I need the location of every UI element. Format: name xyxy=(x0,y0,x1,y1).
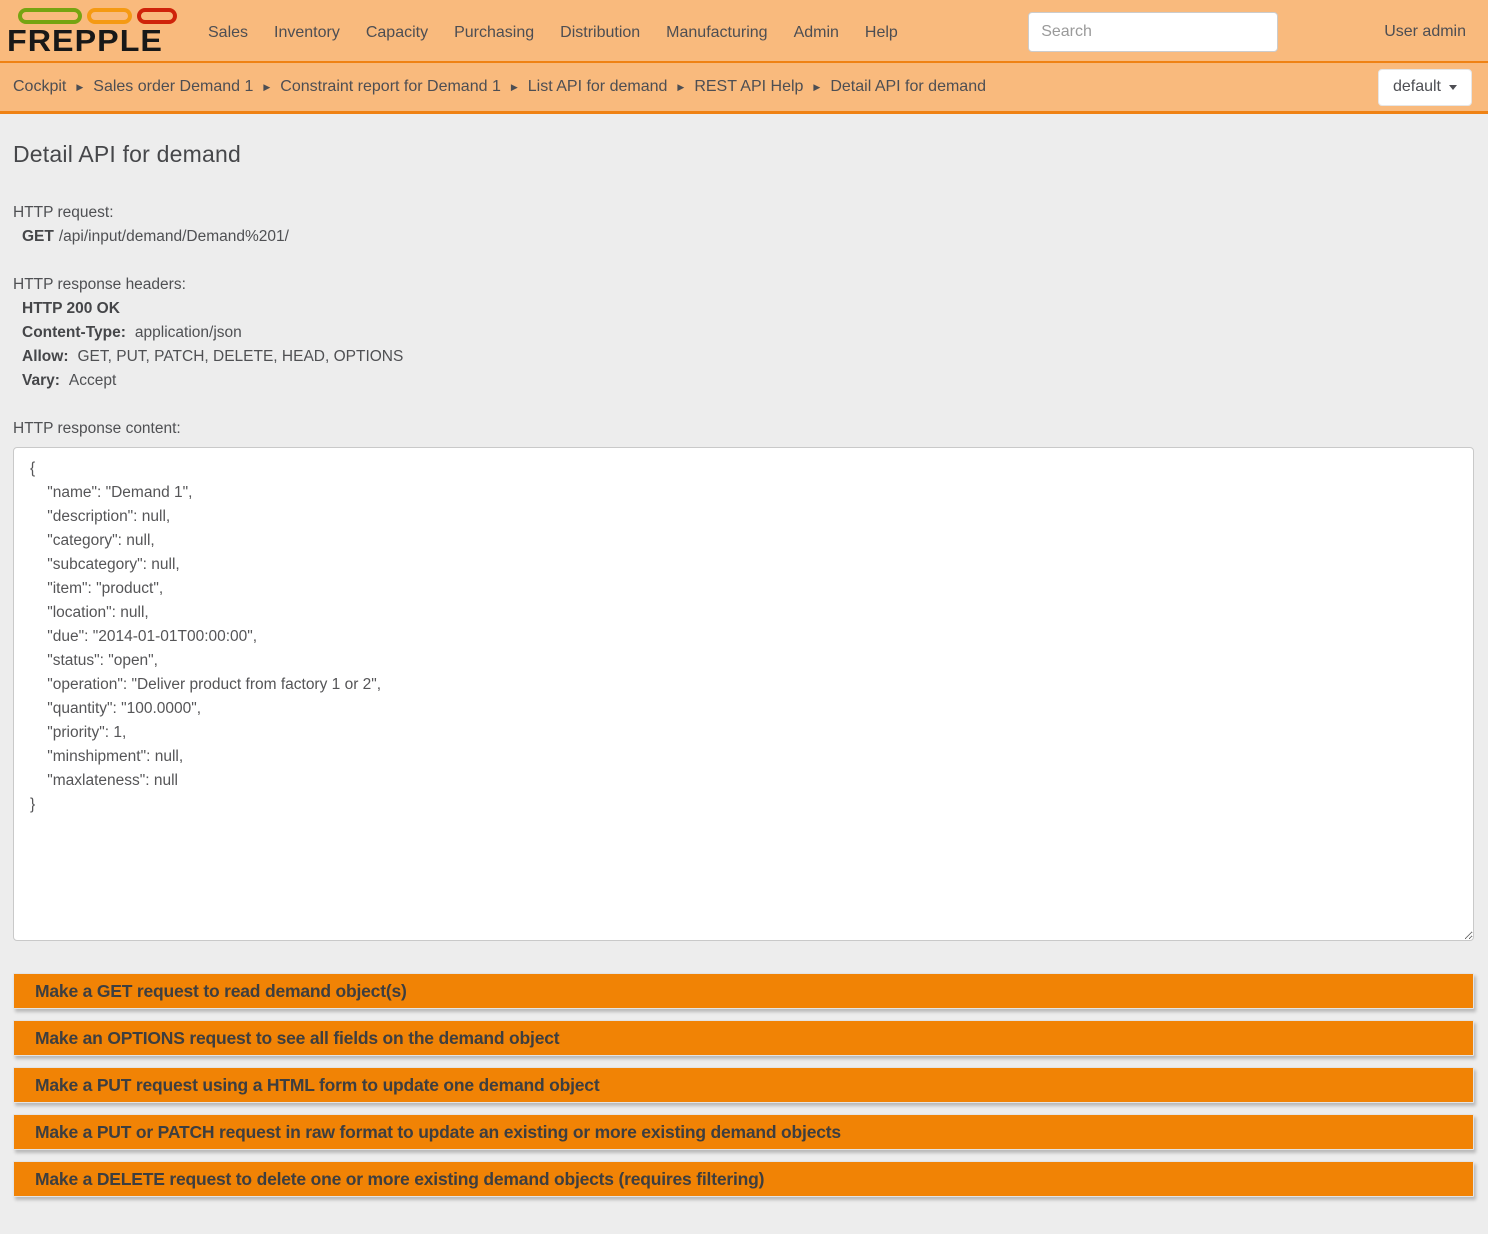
logo-pill-green-icon xyxy=(18,8,82,24)
put-form-request-button[interactable]: Make a PUT request using a HTML form to update one demand object xyxy=(13,1067,1474,1103)
menu-item-inventory[interactable]: Inventory xyxy=(274,23,340,41)
frepple-logo-text: FREPPLE xyxy=(7,22,163,58)
delete-request-button[interactable]: Make a DELETE request to delete one or more existing demand objects (requires filtering) xyxy=(13,1161,1474,1197)
menu-item-distribution[interactable]: Distribution xyxy=(560,23,641,41)
header-name: Content-Type: xyxy=(22,324,126,341)
breadcrumb-list-api[interactable]: List API for demand xyxy=(527,78,668,95)
header-name: Allow: xyxy=(22,348,69,365)
menu-item-sales[interactable]: Sales xyxy=(208,23,249,41)
menu-item-capacity[interactable]: Capacity xyxy=(365,23,429,41)
page-title: Detail API for demand xyxy=(13,141,241,167)
frepple-logo-pills-icon xyxy=(18,8,177,24)
scenario-dropdown[interactable] xyxy=(1378,69,1472,106)
breadcrumb-detail-api[interactable]: Detail API for demand xyxy=(830,78,986,95)
http-response-content-section xyxy=(13,417,1474,941)
logo-pill-orange-icon xyxy=(87,8,132,24)
get-request-button[interactable]: Make a GET request to read demand object(s) xyxy=(13,973,1474,1009)
breadcrumb-cockpit[interactable]: Cockpit xyxy=(13,78,67,95)
breadcrumb-constraint-report[interactable]: Constraint report for Demand 1 xyxy=(280,78,501,95)
logo-pill-red-icon xyxy=(137,8,177,24)
breadcrumb-arrow-icon: ▶ xyxy=(677,81,685,92)
breadcrumb-rest-api-help[interactable]: REST API Help xyxy=(694,78,804,95)
menu-item-help[interactable]: Help xyxy=(864,23,898,41)
breadcrumb-arrow-icon: ▶ xyxy=(510,81,518,92)
breadcrumb-bar xyxy=(0,63,1488,114)
breadcrumb-arrow-icon: ▶ xyxy=(263,81,271,92)
http-request-section xyxy=(13,201,1474,249)
response-status: HTTP 200 OK xyxy=(22,300,120,317)
header-name: Vary: xyxy=(22,372,60,389)
menu-item-manufacturing[interactable]: Manufacturing xyxy=(666,23,768,41)
menu-item-admin[interactable]: Admin xyxy=(793,23,839,41)
user-menu[interactable]: User admin xyxy=(1384,22,1466,40)
http-url: /api/input/demand/Demand%201/ xyxy=(58,228,289,245)
breadcrumb xyxy=(13,78,986,96)
response-header-row xyxy=(13,321,1474,345)
response-header-row xyxy=(13,345,1474,369)
put-patch-raw-request-button[interactable]: Make a PUT or PATCH request in raw format to update an existing or more existing demand objects xyxy=(13,1114,1474,1150)
header-value: GET, PUT, PATCH, DELETE, HEAD, OPTIONS xyxy=(77,348,404,365)
response-header-row xyxy=(13,369,1474,393)
api-action-buttons xyxy=(13,973,1474,1197)
top-navbar xyxy=(0,0,1488,63)
breadcrumb-arrow-icon: ▶ xyxy=(813,81,821,92)
http-request-line xyxy=(13,225,1474,249)
main-menu xyxy=(208,24,924,42)
main-content xyxy=(0,141,1488,1234)
response-content-label: HTTP response content: xyxy=(13,420,181,437)
search-input[interactable] xyxy=(1028,12,1278,52)
breadcrumb-arrow-icon: ▶ xyxy=(76,81,84,92)
response-content-textarea[interactable] xyxy=(13,447,1474,941)
menu-item-purchasing[interactable]: Purchasing xyxy=(454,23,535,41)
http-request-label: HTTP request: xyxy=(13,204,114,221)
chevron-down-icon xyxy=(1449,85,1457,90)
header-value: Accept xyxy=(68,372,117,389)
scenario-dropdown-label: default xyxy=(1392,78,1441,95)
frepple-logo[interactable] xyxy=(7,8,177,56)
response-headers-label: HTTP response headers: xyxy=(13,276,186,293)
http-response-headers-section xyxy=(13,273,1474,393)
http-method: GET xyxy=(22,228,54,245)
options-request-button[interactable]: Make an OPTIONS request to see all fields on the demand object xyxy=(13,1020,1474,1056)
breadcrumb-sales-order[interactable]: Sales order Demand 1 xyxy=(93,78,254,95)
header-value: application/json xyxy=(134,324,242,341)
